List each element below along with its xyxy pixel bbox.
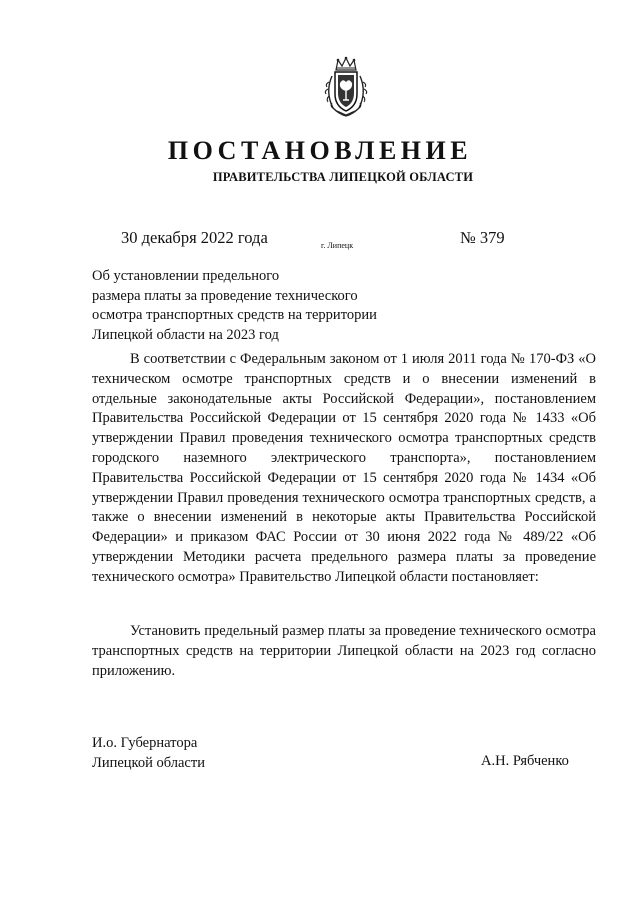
document-subject [92,267,412,346]
subject-line: размера платы за проведение технического [92,287,358,304]
signatory-position [92,734,205,773]
body-paragraph-preamble: В соответствии с Федеральным законом от 1 июля 2011 года № 170-ФЗ «О техническом осмотре транспортных средств и о внесении изменений в отдельные законодательные акты Российской Федерации», постановлением Правительства Российской Федерации от 15 сентября 2020 года № 1433 «Об утверждении Правил проведения технического осмотра транспортных средств городского наземного электрического транспорта», постановлением Правительства Российской Федерации от 15 сентября 2020 года № 1434 «Об утверждении Правил проведения технического осмотра транспортных средств, а также о внесении изменений в некоторые акты Правительства Российской Федерации» и приказом ФАС России от 30 июня 2022 года № 489/22 «Об утверждении Методики расчета предельного размера платы за проведение технического осмотра» Правительство Липецкой области постановляет: [92,351,596,585]
document-subtitle: ПРАВИТЕЛЬСТВА ЛИПЕЦКОЙ ОБЛАСТИ [212,170,474,184]
body-paragraph-resolution: Установить предельный размер платы за проведение технического осмотра транспортных средств на территории Липецкой области на 2023 год согласно приложению. [92,623,596,679]
signatory-name: А.Н. Рябченко [481,753,569,769]
document-date: 30 декабря 2022 года [121,228,268,247]
subject-line: Липецкой области на 2023 год [92,327,279,344]
signatory-position-line: И.о. Губернатора [92,735,198,751]
document-title: ПОСТАНОВЛЕНИЕ [167,136,473,165]
document-city: г. Липецк [321,241,354,250]
signatory-position-line: Липецкой области [92,754,205,771]
subject-line: осмотра транспортных средств на территории [92,307,377,324]
document-number: № 379 [460,228,505,247]
subject-line: Об установлении предельного [92,268,280,284]
coat-of-arms-icon [323,56,369,118]
